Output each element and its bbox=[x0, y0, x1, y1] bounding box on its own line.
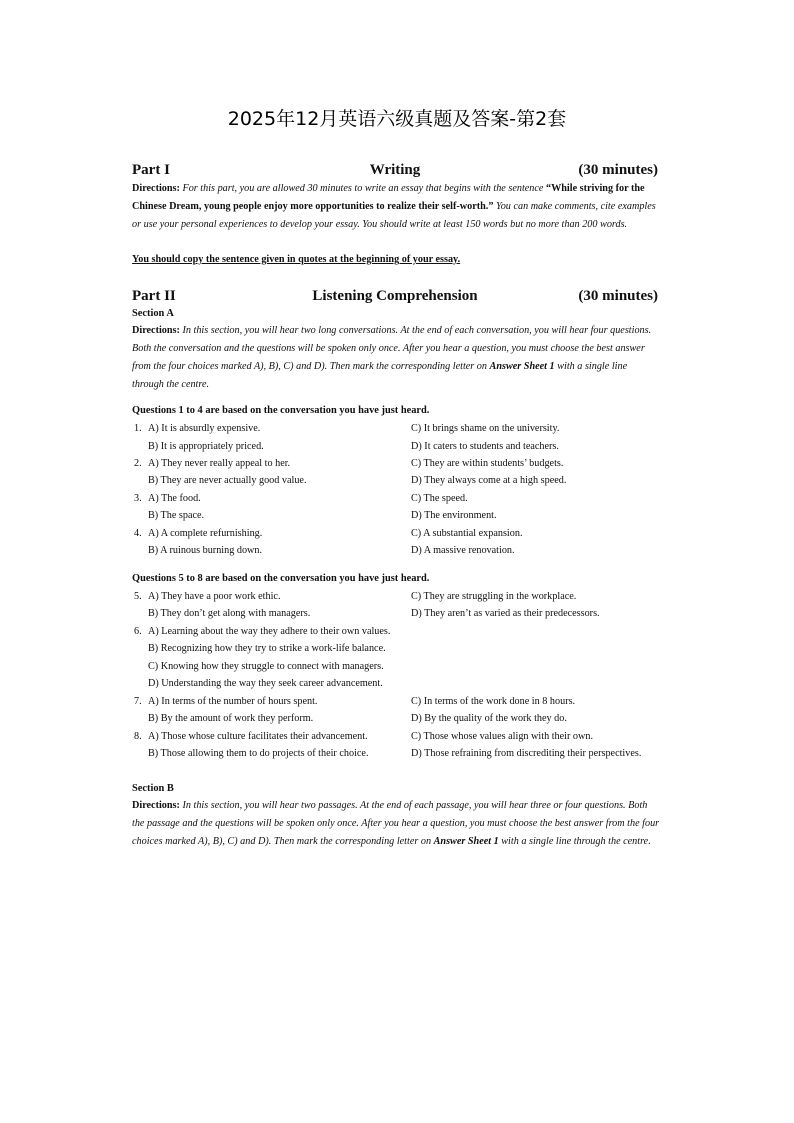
directions-text: with a single line through the centre. bbox=[501, 836, 651, 847]
directions-text: You can make comments, cite examples or use your personal experiences to develop your essay. You should write at least 150 words but no more than 200 words. bbox=[132, 201, 656, 230]
part2-time: (30 minutes) bbox=[578, 288, 658, 304]
directions-label: Directions: bbox=[132, 800, 180, 811]
part2-label: Part II bbox=[132, 288, 176, 304]
choice-d: D) It caters to students and teachers. bbox=[411, 441, 559, 452]
choice-a: A) They never really appeal to her. bbox=[148, 458, 291, 469]
directions-text: In this section, you will hear two passages. At the end of each passage, you will hear three or four questions. Both the passage and the questions will be spoken only once. After you hear a question, you must choose the best answer from the four choices marked A), B), C) and D). Then mark the corresponding letter on bbox=[132, 800, 660, 847]
section-a-directions bbox=[132, 322, 660, 394]
choice-a: A) A complete refurnishing. bbox=[148, 528, 263, 539]
choice-a: A) It is absurdly expensive. bbox=[148, 423, 261, 434]
directions-text: with a single line through the centre. bbox=[132, 361, 628, 390]
answer-sheet-ref: Answer Sheet 1 bbox=[489, 361, 555, 372]
choice-b: B) A ruinous burning down. bbox=[148, 545, 263, 556]
directions-text: For this part, you are allowed 30 minutes to write an essay that begins with the sentence bbox=[182, 183, 544, 194]
choice-a: A) In terms of the number of hours spent. bbox=[148, 696, 318, 707]
question-number: 3. bbox=[134, 493, 142, 504]
choice-b: B) Recognizing how they try to strike a work-life balance. bbox=[148, 643, 386, 654]
choice-d: D) They aren’t as varied as their predecessors. bbox=[411, 608, 600, 619]
part2-name: Listening Comprehension bbox=[312, 288, 478, 304]
choice-c: C) Those whose values align with their own. bbox=[411, 731, 594, 742]
part1-label: Part I bbox=[132, 162, 170, 178]
choice-d: D) The environment. bbox=[411, 510, 497, 521]
section-b-directions bbox=[132, 797, 660, 851]
choice-c: C) The speed. bbox=[411, 493, 468, 504]
choice-b: B) Those allowing them to do projects of their choice. bbox=[148, 748, 369, 759]
questions-5-8-header: Questions 5 to 8 are based on the conversation you have just heard. bbox=[132, 573, 430, 584]
directions-label: Directions: bbox=[132, 325, 180, 336]
choice-c: C) It brings shame on the university. bbox=[411, 423, 560, 434]
directions-label: Directions: bbox=[132, 183, 180, 194]
question-number: 8. bbox=[134, 731, 142, 742]
choice-c: C) Knowing how they struggle to connect with managers. bbox=[148, 661, 384, 672]
choice-c: C) They are within students’ budgets. bbox=[411, 458, 564, 469]
questions-1-4-header: Questions 1 to 4 are based on the conversation you have just heard. bbox=[132, 405, 430, 416]
question-number: 1. bbox=[134, 423, 142, 434]
choice-d: D) A massive renovation. bbox=[411, 545, 515, 556]
part1-directions bbox=[132, 180, 660, 234]
section-b-label: Section B bbox=[132, 783, 174, 794]
part2-header bbox=[132, 288, 658, 310]
choice-c: C) They are struggling in the workplace. bbox=[411, 591, 577, 602]
question-number: 7. bbox=[134, 696, 142, 707]
choice-d: D) They always come at a high speed. bbox=[411, 475, 567, 486]
choice-b: B) They are never actually good value. bbox=[148, 475, 307, 486]
choice-c: C) In terms of the work done in 8 hours. bbox=[411, 696, 576, 707]
section-a-label: Section A bbox=[132, 308, 174, 319]
choice-b: B) The space. bbox=[148, 510, 205, 521]
choice-d: D) Those refraining from discrediting their perspectives. bbox=[411, 748, 642, 759]
choice-d: D) By the quality of the work they do. bbox=[411, 713, 567, 724]
answer-sheet-ref: Answer Sheet 1 bbox=[433, 836, 499, 847]
choice-b: B) By the amount of work they perform. bbox=[148, 713, 314, 724]
part1-name: Writing bbox=[369, 162, 421, 178]
document-title: 2025年12月英语六级真题及答案-第2套 bbox=[227, 108, 567, 130]
choice-a: A) Those whose culture facilitates their advancement. bbox=[148, 731, 368, 742]
directions-quote: “While striving for the Chinese Dream, young people enjoy more opportunities to realize their self-worth.” bbox=[132, 183, 645, 212]
question-number: 6. bbox=[134, 626, 142, 637]
choice-d: D) Understanding the way they seek career advancement. bbox=[148, 678, 383, 689]
part1-note bbox=[132, 251, 660, 269]
note-text: You should copy the sentence given in quotes at the beginning of your essay. bbox=[132, 254, 461, 265]
directions-text: In this section, you will hear two long conversations. At the end of each conversation, you will hear four questions. Both the conversation and the questions will be spoken only once. After you hear a question, you must choose the best answer from the four choices marked A), B), C) and D). Then mark the corresponding letter on bbox=[132, 325, 652, 372]
choice-b: B) It is appropriately priced. bbox=[148, 441, 264, 452]
question-number: 5. bbox=[134, 591, 142, 602]
question-number: 4. bbox=[134, 528, 142, 539]
choice-a: A) They have a poor work ethic. bbox=[148, 591, 281, 602]
choice-a: A) The food. bbox=[148, 493, 201, 504]
choice-b: B) They don’t get along with managers. bbox=[148, 608, 311, 619]
choice-c: C) A substantial expansion. bbox=[411, 528, 523, 539]
choice-a: A) Learning about the way they adhere to their own values. bbox=[148, 626, 391, 637]
part1-time: (30 minutes) bbox=[578, 162, 658, 178]
question-number: 2. bbox=[134, 458, 142, 469]
